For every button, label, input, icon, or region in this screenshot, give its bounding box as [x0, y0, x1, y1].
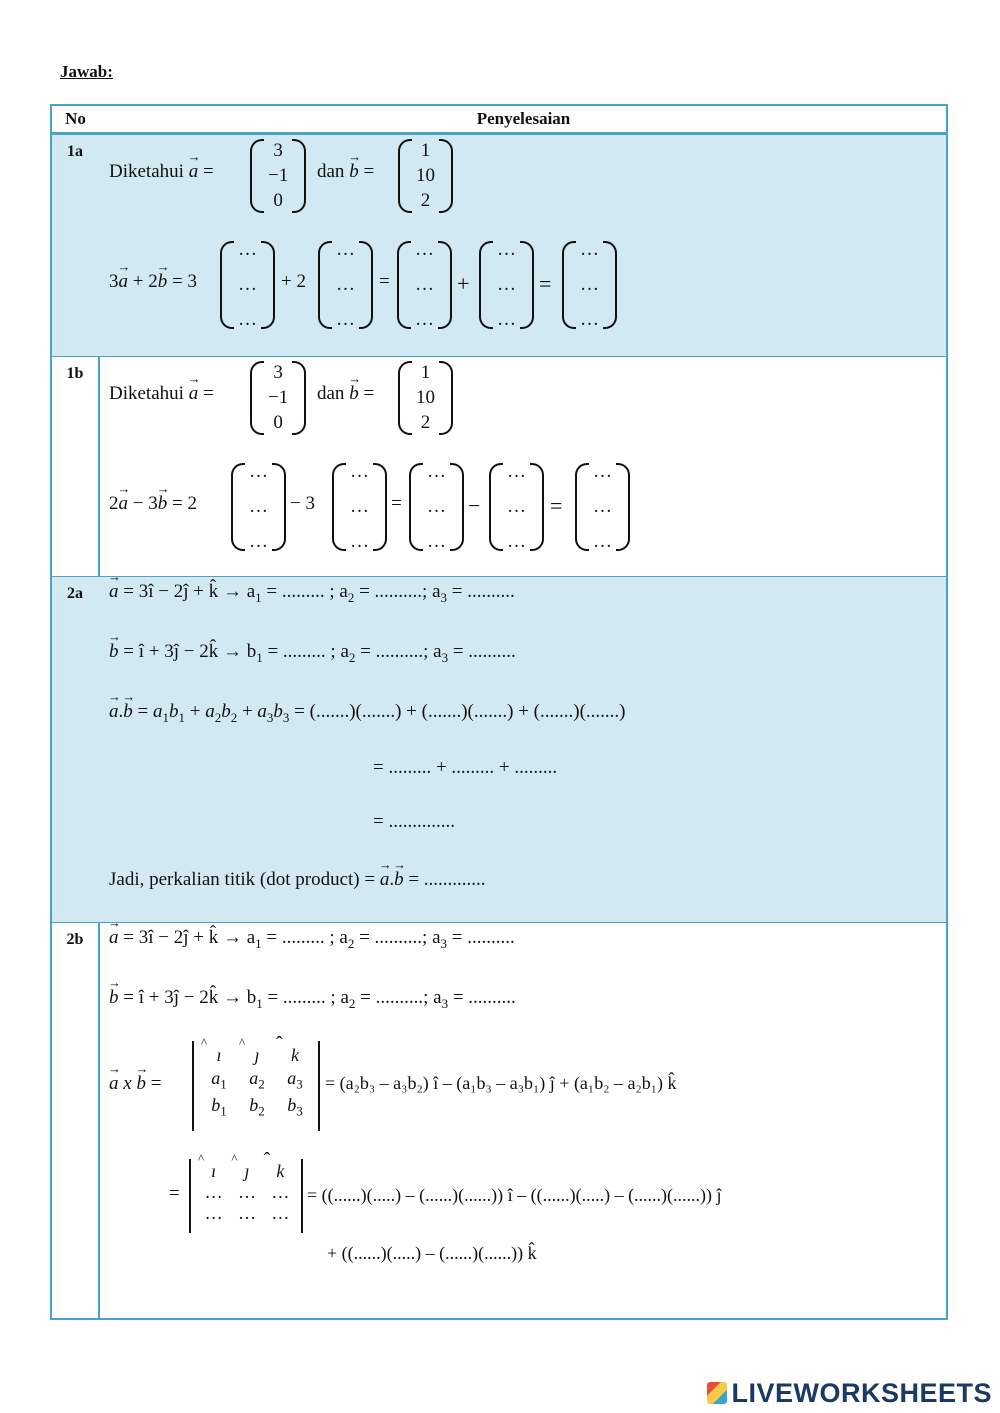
vector-a-definition[interactable]: → a = 3î − 2ĵ + k̂ → $a_1$ = ......... ; $a_2$ = ..........; $a_3$ = .......... [109, 927, 515, 952]
cross-product-lhs: → a x → b = [109, 1073, 161, 1095]
equals-2: = [539, 271, 552, 296]
op-minus: − [468, 493, 481, 518]
blank-matrix-3[interactable]: … … … [409, 461, 464, 553]
row-number: 1a [67, 143, 83, 160]
answer-heading: Jawab: [60, 62, 113, 81]
vector-b-definition[interactable]: → b = î + 3ĵ − 2k̂ → $b_1$ = ......... ; $a_2$ = ..........; $a_3$ = .......... [109, 987, 516, 1012]
header-penyelesaian: Penyelesaian [476, 109, 571, 128]
given-label: Diketahui → a = [109, 383, 214, 405]
expression-lhs: 2→ a − 3→ b = 2 [109, 493, 197, 515]
solution-table [50, 104, 948, 1320]
dot-product-formula[interactable]: → $a.\to b = a_1b_1 + a_2b_2 + a_3b_3$ = (.......)(.......) + (.......)(.......) + (.......)(.......) [109, 701, 625, 726]
vector-b-definition[interactable]: → b = î + 3ĵ − 2k̂ → $b_1$ = ......... ; $a_2$ = ..........; $a_3$ = .......... [109, 641, 516, 666]
row-number: 2b [66, 931, 84, 948]
row-2b [52, 923, 946, 1320]
dot-product-sum[interactable]: = ......... + ......... + ......... [373, 757, 558, 778]
equals-1: = [391, 493, 402, 514]
blank-matrix-3[interactable]: … … … [397, 239, 452, 331]
row-1b [52, 357, 946, 577]
op-minus-3: − 3 [290, 493, 315, 514]
row-1a [52, 135, 946, 357]
row-2a [52, 577, 946, 923]
cross-product-expansion: = (a₂b₃ – a₃b₂) î – (a₁b₃ – a₃b₁) ĵ + (a₁b₂ – a₂b₁) k̂ [325, 1073, 677, 1093]
liveworksheets-icon [707, 1382, 727, 1404]
vector-a-definition[interactable]: → a = 3î − 2ĵ + k̂ → $a_1$ = ......... ; $a_2$ = ..........; $a_3$ = .......... [109, 581, 515, 606]
table-header [52, 106, 946, 135]
vector-b-matrix: 1 10 2 [398, 139, 453, 213]
dan-label: dan → b = [317, 383, 374, 405]
determinant-fill-line-1[interactable]: = ((......)(.....) – (......)(......)) î – ((......)(.....) – (......)(......)) ĵ [307, 1185, 722, 1205]
blank-matrix-1[interactable]: … … … [220, 239, 275, 331]
dot-product-result[interactable]: = .............. [373, 811, 455, 832]
fill-determinant[interactable]: ^ ı ^ ȷ ˆ k … … … … … … [189, 1159, 303, 1233]
dot-product-conclusion[interactable]: Jadi, perkalian titik (dot product) = → a.→ b = ............. [109, 869, 486, 891]
blank-matrix-4[interactable]: … … … [489, 461, 544, 553]
blank-matrix-result[interactable]: … … … [562, 239, 617, 331]
vector-a-matrix: 3 −1 0 [250, 139, 306, 213]
header-no: No [65, 109, 86, 128]
op-plus: + [457, 271, 470, 296]
expression-lhs: 3→ a + 2→ b = 3 [109, 271, 197, 293]
dan-label: dan → b = [317, 161, 374, 183]
determinant-fill-line-2[interactable]: + ((......)(.....) – (......)(......)) k̂ [327, 1243, 537, 1263]
given-label: Diketahui → a = [109, 161, 214, 183]
op-plus-2: + 2 [281, 271, 306, 292]
blank-matrix-result[interactable]: … … … [575, 461, 630, 553]
cross-determinant: ^ ı ^ ȷ ˆ k $a_1$ $a_2$ $a_3$ $b_1$ $b_2$ $b_3$ [192, 1041, 320, 1131]
blank-matrix-1[interactable]: … … … [231, 461, 286, 553]
vector-a-matrix: 3 −1 0 [250, 361, 306, 435]
blank-matrix-2[interactable]: … … … [332, 461, 387, 553]
liveworksheets-logo: LIVEWORKSHEETS [707, 1378, 992, 1409]
row-number: 2a [67, 585, 83, 602]
equals-1: = [379, 271, 390, 292]
blank-matrix-4[interactable]: … … … [479, 239, 534, 331]
equals-sign: = [169, 1183, 180, 1204]
row-number: 1b [66, 365, 84, 382]
equals-2: = [550, 493, 563, 518]
vector-b-matrix: 1 10 2 [398, 361, 453, 435]
blank-matrix-2[interactable]: … … … [318, 239, 373, 331]
